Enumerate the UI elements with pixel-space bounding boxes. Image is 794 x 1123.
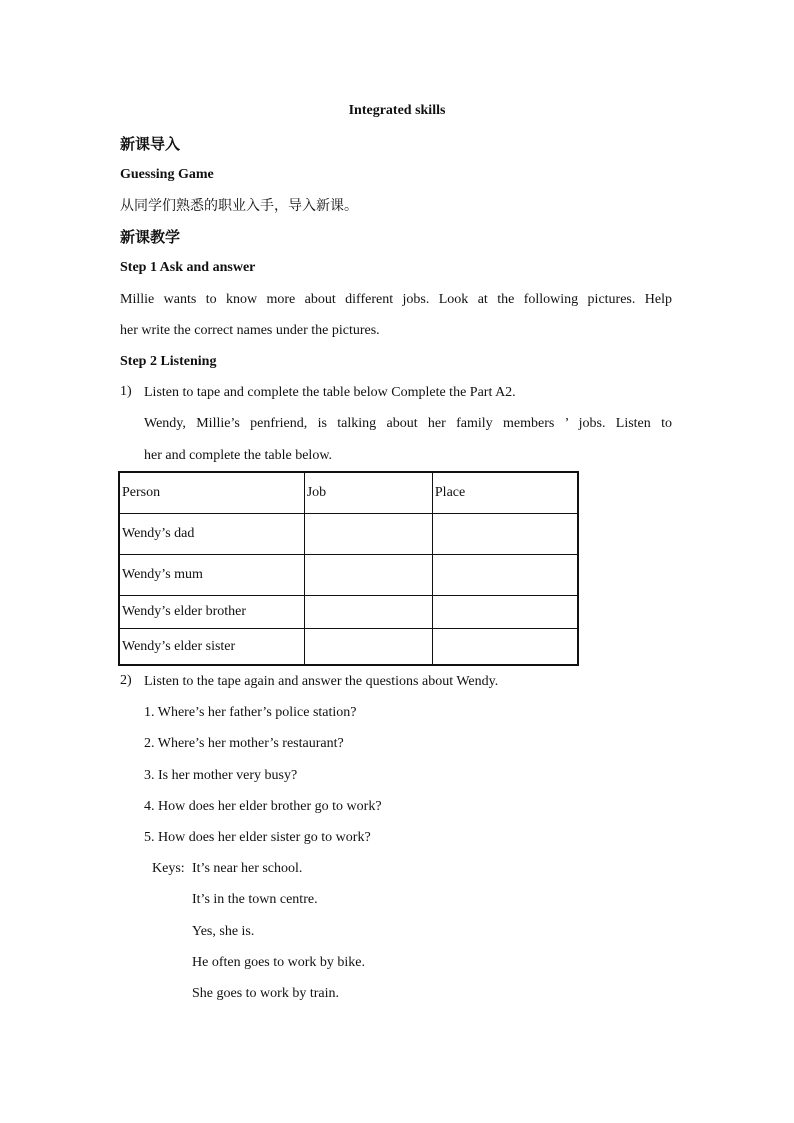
item1-number: 1) — [120, 384, 132, 399]
item2-number: 2) — [120, 673, 132, 688]
table-cell-place — [432, 514, 578, 555]
table-row — [119, 514, 578, 555]
question-1: 1. Where’s her father’s police station? — [144, 705, 357, 720]
question-4: 4. How does her elder brother go to work? — [144, 799, 382, 814]
table-cell-person: Wendy’s elder brother — [119, 596, 304, 629]
item1-description-line2: her and complete the table below. — [144, 448, 333, 463]
question-3: 3. Is her mother very busy? — [144, 768, 298, 783]
table-cell-person: Wendy’s mum — [119, 555, 304, 596]
step1-text-line2: her write the correct names under the pictures. — [120, 323, 380, 338]
answer-key-3: Yes, she is. — [192, 924, 255, 939]
answer-key-2: It’s in the town centre. — [192, 892, 318, 907]
table-cell-place — [432, 555, 578, 596]
table-cell-person: Wendy’s elder sister — [119, 629, 304, 666]
question-2: 2. Where’s her mother’s restaurant? — [144, 736, 344, 751]
table-row — [119, 596, 578, 629]
step2-heading: Step 2 Listening — [120, 354, 217, 369]
table-cell-place — [432, 596, 578, 629]
item1-description-line1: Wendy, Millie’s penfriend, is talking about her family members ’ jobs. Listen to — [144, 416, 672, 431]
table-cell-job — [304, 555, 432, 596]
answer-key-5: She goes to work by train. — [192, 986, 339, 1001]
intro-text: 从同学们熟悉的职业入手，导入新课。 — [120, 198, 358, 214]
table-cell-person: Wendy’s dad — [119, 514, 304, 555]
table-header-job: Job — [304, 472, 432, 514]
item2-instruction: Listen to the tape again and answer the questions about Wendy. — [144, 674, 499, 689]
table-header-place: Place — [432, 472, 578, 514]
family-jobs-table — [118, 471, 579, 666]
document-title: Integrated skills — [348, 103, 446, 118]
table-cell-job — [304, 629, 432, 666]
table-cell-job — [304, 514, 432, 555]
keys-label: Keys: — [152, 861, 185, 876]
table-cell-place — [432, 629, 578, 666]
table-header-person: Person — [119, 472, 304, 514]
game-heading: Guessing Game — [120, 167, 214, 182]
section-heading-teaching: 新课教学 — [120, 228, 181, 246]
step1-heading: Step 1 Ask and answer — [120, 260, 256, 275]
section-heading-intro: 新课导入 — [120, 135, 181, 153]
question-5: 5. How does her elder sister go to work? — [144, 830, 371, 845]
table-row — [119, 555, 578, 596]
table-header-row — [119, 472, 578, 514]
step1-text-line1: Millie wants to know more about different jobs. Look at the following pictures. Help — [120, 292, 672, 307]
answer-key-4: He often goes to work by bike. — [192, 955, 366, 970]
item1-instruction: Listen to tape and complete the table below Complete the Part A2. — [144, 385, 516, 400]
table-cell-job — [304, 596, 432, 629]
answer-key-1: It’s near her school. — [192, 861, 303, 876]
table-row — [119, 629, 578, 666]
